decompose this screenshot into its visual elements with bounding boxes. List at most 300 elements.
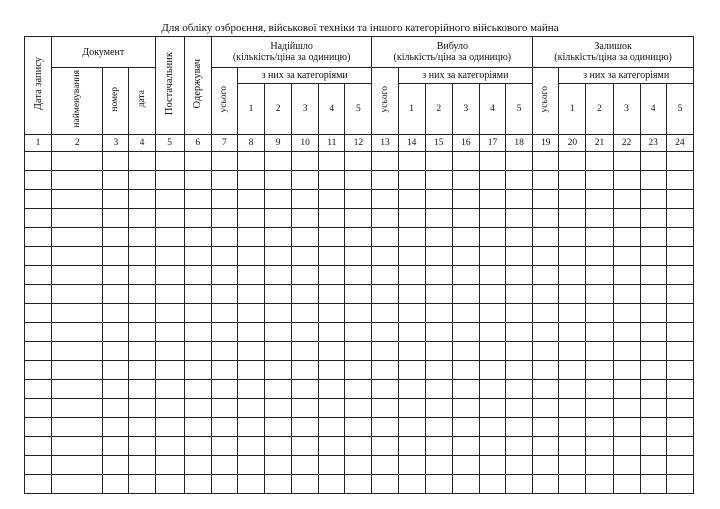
table-cell[interactable]	[586, 190, 613, 209]
table-cell[interactable]	[640, 209, 666, 228]
table-cell[interactable]	[265, 304, 292, 323]
table-cell[interactable]	[613, 266, 640, 285]
table-cell[interactable]	[292, 342, 319, 361]
table-cell[interactable]	[345, 152, 372, 171]
table-cell[interactable]	[533, 228, 559, 247]
table-cell[interactable]	[184, 418, 211, 437]
table-cell[interactable]	[398, 190, 425, 209]
table-cell[interactable]	[25, 475, 52, 494]
table-cell[interactable]	[25, 171, 52, 190]
table-cell[interactable]	[640, 342, 666, 361]
table-cell[interactable]	[319, 437, 345, 456]
table-cell[interactable]	[586, 304, 613, 323]
table-cell[interactable]	[666, 361, 693, 380]
table-cell[interactable]	[506, 247, 533, 266]
table-cell[interactable]	[613, 323, 640, 342]
table-cell[interactable]	[52, 418, 103, 437]
table-cell[interactable]	[129, 456, 155, 475]
table-cell[interactable]	[129, 190, 155, 209]
table-cell[interactable]	[398, 171, 425, 190]
table-cell[interactable]	[345, 342, 372, 361]
table-cell[interactable]	[345, 266, 372, 285]
table-cell[interactable]	[292, 190, 319, 209]
table-cell[interactable]	[613, 380, 640, 399]
table-cell[interactable]	[237, 190, 264, 209]
table-cell[interactable]	[292, 228, 319, 247]
table-cell[interactable]	[666, 323, 693, 342]
table-cell[interactable]	[155, 171, 184, 190]
table-cell[interactable]	[292, 152, 319, 171]
table-cell[interactable]	[398, 361, 425, 380]
table-cell[interactable]	[211, 342, 237, 361]
table-cell[interactable]	[184, 247, 211, 266]
table-cell[interactable]	[586, 418, 613, 437]
table-cell[interactable]	[52, 266, 103, 285]
table-cell[interactable]	[103, 380, 129, 399]
table-cell[interactable]	[129, 342, 155, 361]
table-cell[interactable]	[640, 228, 666, 247]
table-cell[interactable]	[372, 342, 398, 361]
table-cell[interactable]	[372, 418, 398, 437]
table-cell[interactable]	[479, 190, 505, 209]
table-cell[interactable]	[211, 209, 237, 228]
table-cell[interactable]	[25, 418, 52, 437]
table-cell[interactable]	[292, 266, 319, 285]
table-cell[interactable]	[398, 399, 425, 418]
table-cell[interactable]	[586, 361, 613, 380]
table-cell[interactable]	[345, 361, 372, 380]
table-cell[interactable]	[479, 418, 505, 437]
table-cell[interactable]	[452, 247, 479, 266]
table-cell[interactable]	[479, 304, 505, 323]
table-cell[interactable]	[319, 456, 345, 475]
table-cell[interactable]	[425, 342, 452, 361]
table-cell[interactable]	[211, 152, 237, 171]
table-cell[interactable]	[479, 285, 505, 304]
table-cell[interactable]	[52, 152, 103, 171]
table-cell[interactable]	[425, 399, 452, 418]
table-cell[interactable]	[265, 190, 292, 209]
table-cell[interactable]	[265, 171, 292, 190]
table-cell[interactable]	[155, 399, 184, 418]
table-cell[interactable]	[211, 190, 237, 209]
table-cell[interactable]	[479, 209, 505, 228]
table-cell[interactable]	[533, 399, 559, 418]
table-cell[interactable]	[613, 152, 640, 171]
table-cell[interactable]	[25, 152, 52, 171]
table-cell[interactable]	[533, 456, 559, 475]
table-cell[interactable]	[640, 190, 666, 209]
table-cell[interactable]	[425, 152, 452, 171]
table-cell[interactable]	[345, 399, 372, 418]
table-cell[interactable]	[533, 209, 559, 228]
table-cell[interactable]	[586, 228, 613, 247]
table-cell[interactable]	[155, 209, 184, 228]
table-cell[interactable]	[506, 399, 533, 418]
table-cell[interactable]	[52, 228, 103, 247]
table-cell[interactable]	[586, 399, 613, 418]
table-cell[interactable]	[398, 380, 425, 399]
table-cell[interactable]	[155, 475, 184, 494]
table-cell[interactable]	[586, 437, 613, 456]
table-cell[interactable]	[345, 247, 372, 266]
table-cell[interactable]	[52, 456, 103, 475]
table-cell[interactable]	[479, 228, 505, 247]
table-cell[interactable]	[479, 171, 505, 190]
table-cell[interactable]	[103, 399, 129, 418]
table-cell[interactable]	[398, 152, 425, 171]
table-cell[interactable]	[319, 342, 345, 361]
table-cell[interactable]	[425, 323, 452, 342]
table-cell[interactable]	[666, 475, 693, 494]
table-cell[interactable]	[640, 304, 666, 323]
table-cell[interactable]	[425, 456, 452, 475]
table-cell[interactable]	[640, 171, 666, 190]
table-cell[interactable]	[398, 247, 425, 266]
table-cell[interactable]	[103, 152, 129, 171]
table-cell[interactable]	[52, 475, 103, 494]
table-cell[interactable]	[155, 247, 184, 266]
table-cell[interactable]	[345, 437, 372, 456]
table-cell[interactable]	[211, 323, 237, 342]
table-cell[interactable]	[265, 209, 292, 228]
table-cell[interactable]	[184, 266, 211, 285]
table-cell[interactable]	[155, 361, 184, 380]
table-cell[interactable]	[25, 247, 52, 266]
table-cell[interactable]	[613, 418, 640, 437]
table-cell[interactable]	[129, 418, 155, 437]
table-cell[interactable]	[184, 323, 211, 342]
table-cell[interactable]	[211, 304, 237, 323]
table-cell[interactable]	[613, 475, 640, 494]
table-cell[interactable]	[479, 247, 505, 266]
table-cell[interactable]	[372, 475, 398, 494]
table-cell[interactable]	[25, 304, 52, 323]
table-cell[interactable]	[398, 456, 425, 475]
table-cell[interactable]	[425, 209, 452, 228]
table-cell[interactable]	[265, 285, 292, 304]
table-cell[interactable]	[345, 456, 372, 475]
table-cell[interactable]	[155, 304, 184, 323]
table-cell[interactable]	[211, 475, 237, 494]
table-cell[interactable]	[372, 171, 398, 190]
table-cell[interactable]	[586, 456, 613, 475]
table-cell[interactable]	[237, 418, 264, 437]
table-cell[interactable]	[345, 418, 372, 437]
table-cell[interactable]	[372, 304, 398, 323]
table-cell[interactable]	[292, 418, 319, 437]
table-cell[interactable]	[559, 456, 586, 475]
table-cell[interactable]	[533, 437, 559, 456]
table-cell[interactable]	[506, 171, 533, 190]
table-cell[interactable]	[25, 437, 52, 456]
table-cell[interactable]	[425, 418, 452, 437]
table-cell[interactable]	[666, 418, 693, 437]
table-cell[interactable]	[666, 266, 693, 285]
table-cell[interactable]	[533, 304, 559, 323]
table-cell[interactable]	[292, 361, 319, 380]
table-cell[interactable]	[533, 190, 559, 209]
table-cell[interactable]	[103, 247, 129, 266]
table-cell[interactable]	[25, 209, 52, 228]
table-cell[interactable]	[345, 475, 372, 494]
table-cell[interactable]	[533, 380, 559, 399]
table-cell[interactable]	[666, 171, 693, 190]
table-cell[interactable]	[506, 456, 533, 475]
table-cell[interactable]	[666, 304, 693, 323]
table-cell[interactable]	[666, 247, 693, 266]
table-cell[interactable]	[129, 399, 155, 418]
table-cell[interactable]	[103, 171, 129, 190]
table-cell[interactable]	[559, 152, 586, 171]
table-cell[interactable]	[398, 323, 425, 342]
table-cell[interactable]	[265, 456, 292, 475]
table-cell[interactable]	[425, 304, 452, 323]
table-cell[interactable]	[237, 380, 264, 399]
table-cell[interactable]	[184, 380, 211, 399]
table-cell[interactable]	[52, 380, 103, 399]
table-cell[interactable]	[319, 190, 345, 209]
table-cell[interactable]	[345, 304, 372, 323]
table-cell[interactable]	[586, 152, 613, 171]
table-cell[interactable]	[506, 190, 533, 209]
table-cell[interactable]	[237, 171, 264, 190]
table-cell[interactable]	[184, 285, 211, 304]
table-cell[interactable]	[103, 209, 129, 228]
table-cell[interactable]	[559, 323, 586, 342]
table-cell[interactable]	[479, 437, 505, 456]
table-cell[interactable]	[211, 418, 237, 437]
table-cell[interactable]	[372, 285, 398, 304]
table-cell[interactable]	[184, 190, 211, 209]
table-cell[interactable]	[666, 190, 693, 209]
table-cell[interactable]	[129, 228, 155, 247]
table-cell[interactable]	[533, 152, 559, 171]
table-cell[interactable]	[52, 342, 103, 361]
table-cell[interactable]	[666, 437, 693, 456]
table-cell[interactable]	[292, 399, 319, 418]
table-cell[interactable]	[319, 171, 345, 190]
table-cell[interactable]	[506, 152, 533, 171]
table-cell[interactable]	[292, 437, 319, 456]
table-cell[interactable]	[559, 361, 586, 380]
table-cell[interactable]	[425, 475, 452, 494]
table-cell[interactable]	[319, 380, 345, 399]
table-cell[interactable]	[155, 152, 184, 171]
table-cell[interactable]	[425, 266, 452, 285]
table-cell[interactable]	[237, 361, 264, 380]
table-cell[interactable]	[292, 209, 319, 228]
table-cell[interactable]	[155, 266, 184, 285]
table-cell[interactable]	[237, 304, 264, 323]
table-cell[interactable]	[52, 323, 103, 342]
table-cell[interactable]	[372, 209, 398, 228]
table-cell[interactable]	[452, 285, 479, 304]
table-cell[interactable]	[292, 304, 319, 323]
table-cell[interactable]	[103, 323, 129, 342]
table-cell[interactable]	[319, 323, 345, 342]
table-cell[interactable]	[398, 304, 425, 323]
table-cell[interactable]	[52, 247, 103, 266]
table-cell[interactable]	[506, 342, 533, 361]
table-cell[interactable]	[319, 475, 345, 494]
table-cell[interactable]	[292, 171, 319, 190]
table-cell[interactable]	[372, 228, 398, 247]
table-cell[interactable]	[479, 361, 505, 380]
table-cell[interactable]	[129, 475, 155, 494]
table-cell[interactable]	[292, 380, 319, 399]
table-cell[interactable]	[533, 323, 559, 342]
table-cell[interactable]	[345, 380, 372, 399]
table-cell[interactable]	[184, 437, 211, 456]
table-cell[interactable]	[319, 152, 345, 171]
table-cell[interactable]	[452, 190, 479, 209]
table-cell[interactable]	[292, 247, 319, 266]
table-cell[interactable]	[559, 437, 586, 456]
table-cell[interactable]	[506, 418, 533, 437]
table-cell[interactable]	[559, 247, 586, 266]
table-cell[interactable]	[398, 475, 425, 494]
table-cell[interactable]	[345, 190, 372, 209]
table-cell[interactable]	[25, 323, 52, 342]
table-cell[interactable]	[559, 266, 586, 285]
table-cell[interactable]	[479, 266, 505, 285]
table-cell[interactable]	[640, 247, 666, 266]
table-cell[interactable]	[425, 190, 452, 209]
table-cell[interactable]	[559, 190, 586, 209]
table-cell[interactable]	[452, 399, 479, 418]
table-cell[interactable]	[425, 228, 452, 247]
table-cell[interactable]	[452, 456, 479, 475]
table-cell[interactable]	[559, 304, 586, 323]
table-cell[interactable]	[237, 475, 264, 494]
table-cell[interactable]	[319, 285, 345, 304]
table-cell[interactable]	[533, 342, 559, 361]
table-cell[interactable]	[372, 361, 398, 380]
table-cell[interactable]	[184, 152, 211, 171]
table-cell[interactable]	[425, 437, 452, 456]
table-cell[interactable]	[237, 399, 264, 418]
table-cell[interactable]	[640, 361, 666, 380]
table-cell[interactable]	[398, 418, 425, 437]
table-cell[interactable]	[586, 209, 613, 228]
table-cell[interactable]	[52, 304, 103, 323]
table-cell[interactable]	[533, 418, 559, 437]
table-cell[interactable]	[25, 456, 52, 475]
table-cell[interactable]	[640, 380, 666, 399]
table-cell[interactable]	[129, 361, 155, 380]
table-cell[interactable]	[640, 399, 666, 418]
table-cell[interactable]	[319, 399, 345, 418]
table-cell[interactable]	[155, 285, 184, 304]
table-cell[interactable]	[319, 228, 345, 247]
table-cell[interactable]	[265, 266, 292, 285]
table-cell[interactable]	[425, 171, 452, 190]
table-cell[interactable]	[506, 361, 533, 380]
table-cell[interactable]	[586, 247, 613, 266]
table-cell[interactable]	[586, 171, 613, 190]
table-cell[interactable]	[586, 380, 613, 399]
table-cell[interactable]	[129, 380, 155, 399]
table-cell[interactable]	[184, 209, 211, 228]
table-cell[interactable]	[211, 171, 237, 190]
table-cell[interactable]	[129, 437, 155, 456]
table-cell[interactable]	[52, 399, 103, 418]
table-cell[interactable]	[129, 209, 155, 228]
table-cell[interactable]	[666, 228, 693, 247]
table-cell[interactable]	[372, 266, 398, 285]
table-cell[interactable]	[345, 285, 372, 304]
table-cell[interactable]	[613, 228, 640, 247]
table-cell[interactable]	[237, 342, 264, 361]
table-cell[interactable]	[586, 475, 613, 494]
table-cell[interactable]	[103, 361, 129, 380]
table-cell[interactable]	[452, 209, 479, 228]
table-cell[interactable]	[103, 475, 129, 494]
table-cell[interactable]	[398, 285, 425, 304]
table-cell[interactable]	[129, 304, 155, 323]
table-cell[interactable]	[319, 247, 345, 266]
table-cell[interactable]	[211, 456, 237, 475]
table-cell[interactable]	[533, 285, 559, 304]
table-cell[interactable]	[559, 418, 586, 437]
table-cell[interactable]	[25, 285, 52, 304]
table-cell[interactable]	[640, 152, 666, 171]
table-cell[interactable]	[640, 285, 666, 304]
table-cell[interactable]	[52, 171, 103, 190]
table-cell[interactable]	[613, 247, 640, 266]
table-cell[interactable]	[345, 171, 372, 190]
table-cell[interactable]	[506, 209, 533, 228]
table-cell[interactable]	[452, 380, 479, 399]
table-cell[interactable]	[292, 456, 319, 475]
table-cell[interactable]	[319, 304, 345, 323]
table-cell[interactable]	[155, 342, 184, 361]
table-cell[interactable]	[559, 342, 586, 361]
table-cell[interactable]	[372, 399, 398, 418]
table-cell[interactable]	[211, 285, 237, 304]
table-cell[interactable]	[559, 171, 586, 190]
table-cell[interactable]	[613, 304, 640, 323]
table-cell[interactable]	[666, 152, 693, 171]
table-cell[interactable]	[265, 475, 292, 494]
table-cell[interactable]	[372, 437, 398, 456]
table-cell[interactable]	[398, 266, 425, 285]
table-cell[interactable]	[613, 342, 640, 361]
table-cell[interactable]	[25, 399, 52, 418]
table-cell[interactable]	[52, 209, 103, 228]
table-cell[interactable]	[292, 323, 319, 342]
table-cell[interactable]	[372, 152, 398, 171]
table-cell[interactable]	[265, 342, 292, 361]
table-cell[interactable]	[319, 209, 345, 228]
table-cell[interactable]	[452, 342, 479, 361]
table-cell[interactable]	[25, 228, 52, 247]
table-cell[interactable]	[25, 190, 52, 209]
table-cell[interactable]	[479, 475, 505, 494]
table-cell[interactable]	[103, 342, 129, 361]
table-cell[interactable]	[398, 437, 425, 456]
table-cell[interactable]	[506, 323, 533, 342]
table-cell[interactable]	[666, 209, 693, 228]
table-cell[interactable]	[237, 437, 264, 456]
table-cell[interactable]	[506, 285, 533, 304]
table-cell[interactable]	[292, 285, 319, 304]
table-cell[interactable]	[155, 456, 184, 475]
table-cell[interactable]	[52, 285, 103, 304]
table-cell[interactable]	[372, 323, 398, 342]
table-cell[interactable]	[155, 437, 184, 456]
